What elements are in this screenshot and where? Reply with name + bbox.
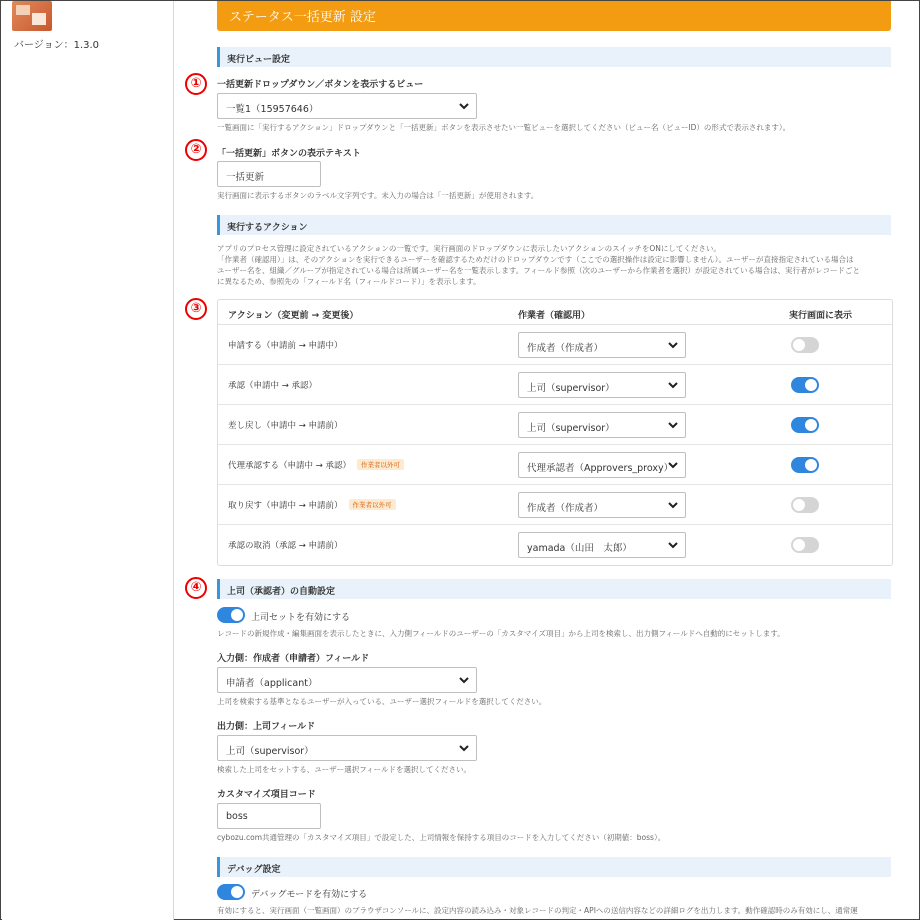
table-row: [218, 405, 892, 445]
assignee-select-value: 作成者（作成者）: [527, 343, 604, 354]
action-name: 取り戻す（申請中 → 申請前） 作業者以外可: [228, 499, 396, 511]
show-action-toggle[interactable]: [791, 537, 819, 553]
assignee-select[interactable]: [518, 412, 686, 438]
action-name: 申請する（申請前 → 申請中）: [228, 341, 343, 351]
chevron-down-icon: [458, 674, 470, 686]
button-text-input[interactable]: 一括更新: [217, 161, 321, 187]
page-title: ステータス一括更新 設定: [217, 1, 891, 31]
show-action-toggle[interactable]: [791, 417, 819, 433]
assignee-select[interactable]: [518, 452, 686, 478]
version-label: バージョン：1.3.0: [14, 40, 100, 51]
debug-enable-label: デバッグモードを有効にする: [251, 890, 368, 900]
section-heading-actions: 実行するアクション: [217, 215, 891, 235]
step-marker-1: ①: [185, 73, 207, 95]
action-name: 差し戻し（申請中 → 申請前）: [228, 421, 343, 431]
step-marker-2: ②: [185, 139, 207, 161]
non-assignee-badge: 作業者以外可: [357, 459, 404, 470]
assignee-select-value: 上司（supervisor）: [527, 383, 615, 394]
actions-help-1: アプリのプロセス管理に設定されているアクションの一覧です。実行画面のドロップダウンに表示したいアクションのスイッチをONにしてください。: [217, 244, 721, 253]
chevron-down-icon: [667, 539, 679, 551]
button-text-help: 実行画面に表示するボタンのラベル文字列です。未入力の場合は「一括更新」が使用されます。: [217, 191, 539, 200]
input-field-select[interactable]: [217, 667, 477, 693]
assignee-select[interactable]: [518, 492, 686, 518]
input-field-help: 上司を検索する基準となるユーザーが入っている、ユーザー選択フィールドを選択してください。: [217, 697, 547, 706]
view-field-label: 一括更新ドロップダウン／ボタンを表示するビュー: [217, 80, 424, 90]
view-field-help: 一覧画面に「実行するアクション」ドロップダウンと「一括更新」ボタンを表示させたい一覧ビューを選択してください（ビュー名（ビューID）の形式で表示されます）。: [217, 123, 791, 132]
assignee-select-value: 代理承認者（Approvers_proxy）: [527, 463, 674, 474]
custom-code-label: カスタマイズ項目コード: [217, 790, 316, 800]
step-marker-3: ③: [185, 298, 207, 320]
chevron-down-icon: [667, 419, 679, 431]
assignee-select-value: 作成者（作成者）: [527, 503, 604, 514]
supervisor-enable-help: レコードの新規作成・編集画面を表示したときに、入力側フィールドのユーザーの「カスタマイズ項目」から上司を検索し、出力側フィールドへ自動的にセットします。: [217, 629, 785, 638]
chevron-down-icon: [667, 459, 679, 471]
table-row: [218, 325, 892, 365]
column-header-action: アクション（変更前 → 変更後）: [228, 311, 359, 321]
chevron-down-icon: [667, 499, 679, 511]
chevron-down-icon: [458, 100, 470, 112]
section-heading-supervisor: 上司（承認者）の自動設定: [217, 579, 891, 599]
view-select[interactable]: [217, 93, 477, 119]
output-field-help: 検索した上司をセットする、ユーザー選択フィールドを選択してください。: [217, 765, 472, 774]
left-sidebar: [2, 1, 174, 920]
plugin-icon: [12, 1, 52, 31]
column-header-assignee: 作業者（確認用）: [518, 311, 591, 321]
output-field-select-value: 上司（supervisor）: [226, 746, 314, 757]
output-field-label: 出力側：上司フィールド: [217, 722, 316, 732]
show-action-toggle[interactable]: [791, 377, 819, 393]
table-row: [218, 445, 892, 485]
column-header-show: 実行画面に表示: [789, 311, 853, 321]
actions-table: [217, 299, 893, 566]
debug-enable-toggle[interactable]: [217, 884, 245, 900]
section-heading-debug: デバッグ設定: [217, 857, 891, 877]
actions-help-2: 「作業者（確認用）」は、そのアクションを実行できるユーザーを確認するためだけのドロップダウンです（ここでの選択操作は設定に影響しません）。ユーザーが直接指定されている場合は: [217, 255, 854, 264]
table-header: [218, 300, 892, 325]
actions-help-4: に異なるため、参照先の「フィールド名（フィールドコード）」を表示します。: [217, 277, 481, 286]
assignee-select-value: yamada（山田 太郎）: [527, 543, 632, 554]
custom-code-input[interactable]: boss: [217, 803, 321, 829]
assignee-select[interactable]: [518, 372, 686, 398]
table-row: [218, 485, 892, 525]
input-field-label: 入力側：作成者（申請者）フィールド: [217, 654, 370, 664]
show-action-toggle[interactable]: [791, 337, 819, 353]
action-name: 承認の取消（承認 → 申請前）: [228, 541, 343, 551]
supervisor-enable-label: 上司セットを有効にする: [251, 613, 351, 623]
show-action-toggle[interactable]: [791, 497, 819, 513]
non-assignee-badge: 作業者以外可: [349, 499, 396, 510]
action-name: 承認（申請中 → 承認）: [228, 381, 318, 391]
show-action-toggle[interactable]: [791, 457, 819, 473]
assignee-select[interactable]: [518, 332, 686, 358]
assignee-select-value: 上司（supervisor）: [527, 423, 615, 434]
debug-help: 有効にすると、実行画面（一覧画面）のブラウザコンソールに、設定内容の読み込み・対象レコードの判定・APIへの送信内容などの詳細ログを出力します。動作確認時のみ有効にし、通常運: [217, 906, 858, 915]
actions-help-3: ユーザー名を、組織／グループが指定されている場合は所属ユーザー名を一覧表示します。フィールド参照（次のユーザーから作業者を選択）が設定されている場合は、実行者がレコードごと: [217, 266, 861, 275]
supervisor-enable-toggle[interactable]: [217, 607, 245, 623]
table-row: [218, 365, 892, 405]
custom-code-help: cybozu.com共通管理の「カスタマイズ項目」で設定した、上司情報を保持する項目のコードを入力してください（初期値：boss）。: [217, 833, 666, 842]
chevron-down-icon: [667, 379, 679, 391]
output-field-select[interactable]: [217, 735, 477, 761]
assignee-select[interactable]: [518, 532, 686, 558]
chevron-down-icon: [458, 742, 470, 754]
button-text-label: 「一括更新」ボタンの表示テキスト: [217, 149, 361, 159]
step-marker-4: ④: [185, 577, 207, 599]
section-heading-view: 実行ビュー設定: [217, 47, 891, 67]
table-row: [218, 525, 892, 565]
view-select-value: 一覧1（15957646）: [226, 104, 319, 115]
action-name: 代理承認する（申請中 → 承認） 作業者以外可: [228, 459, 404, 471]
settings-main: [175, 1, 919, 920]
chevron-down-icon: [667, 339, 679, 351]
input-field-select-value: 申請者（applicant）: [226, 678, 318, 689]
